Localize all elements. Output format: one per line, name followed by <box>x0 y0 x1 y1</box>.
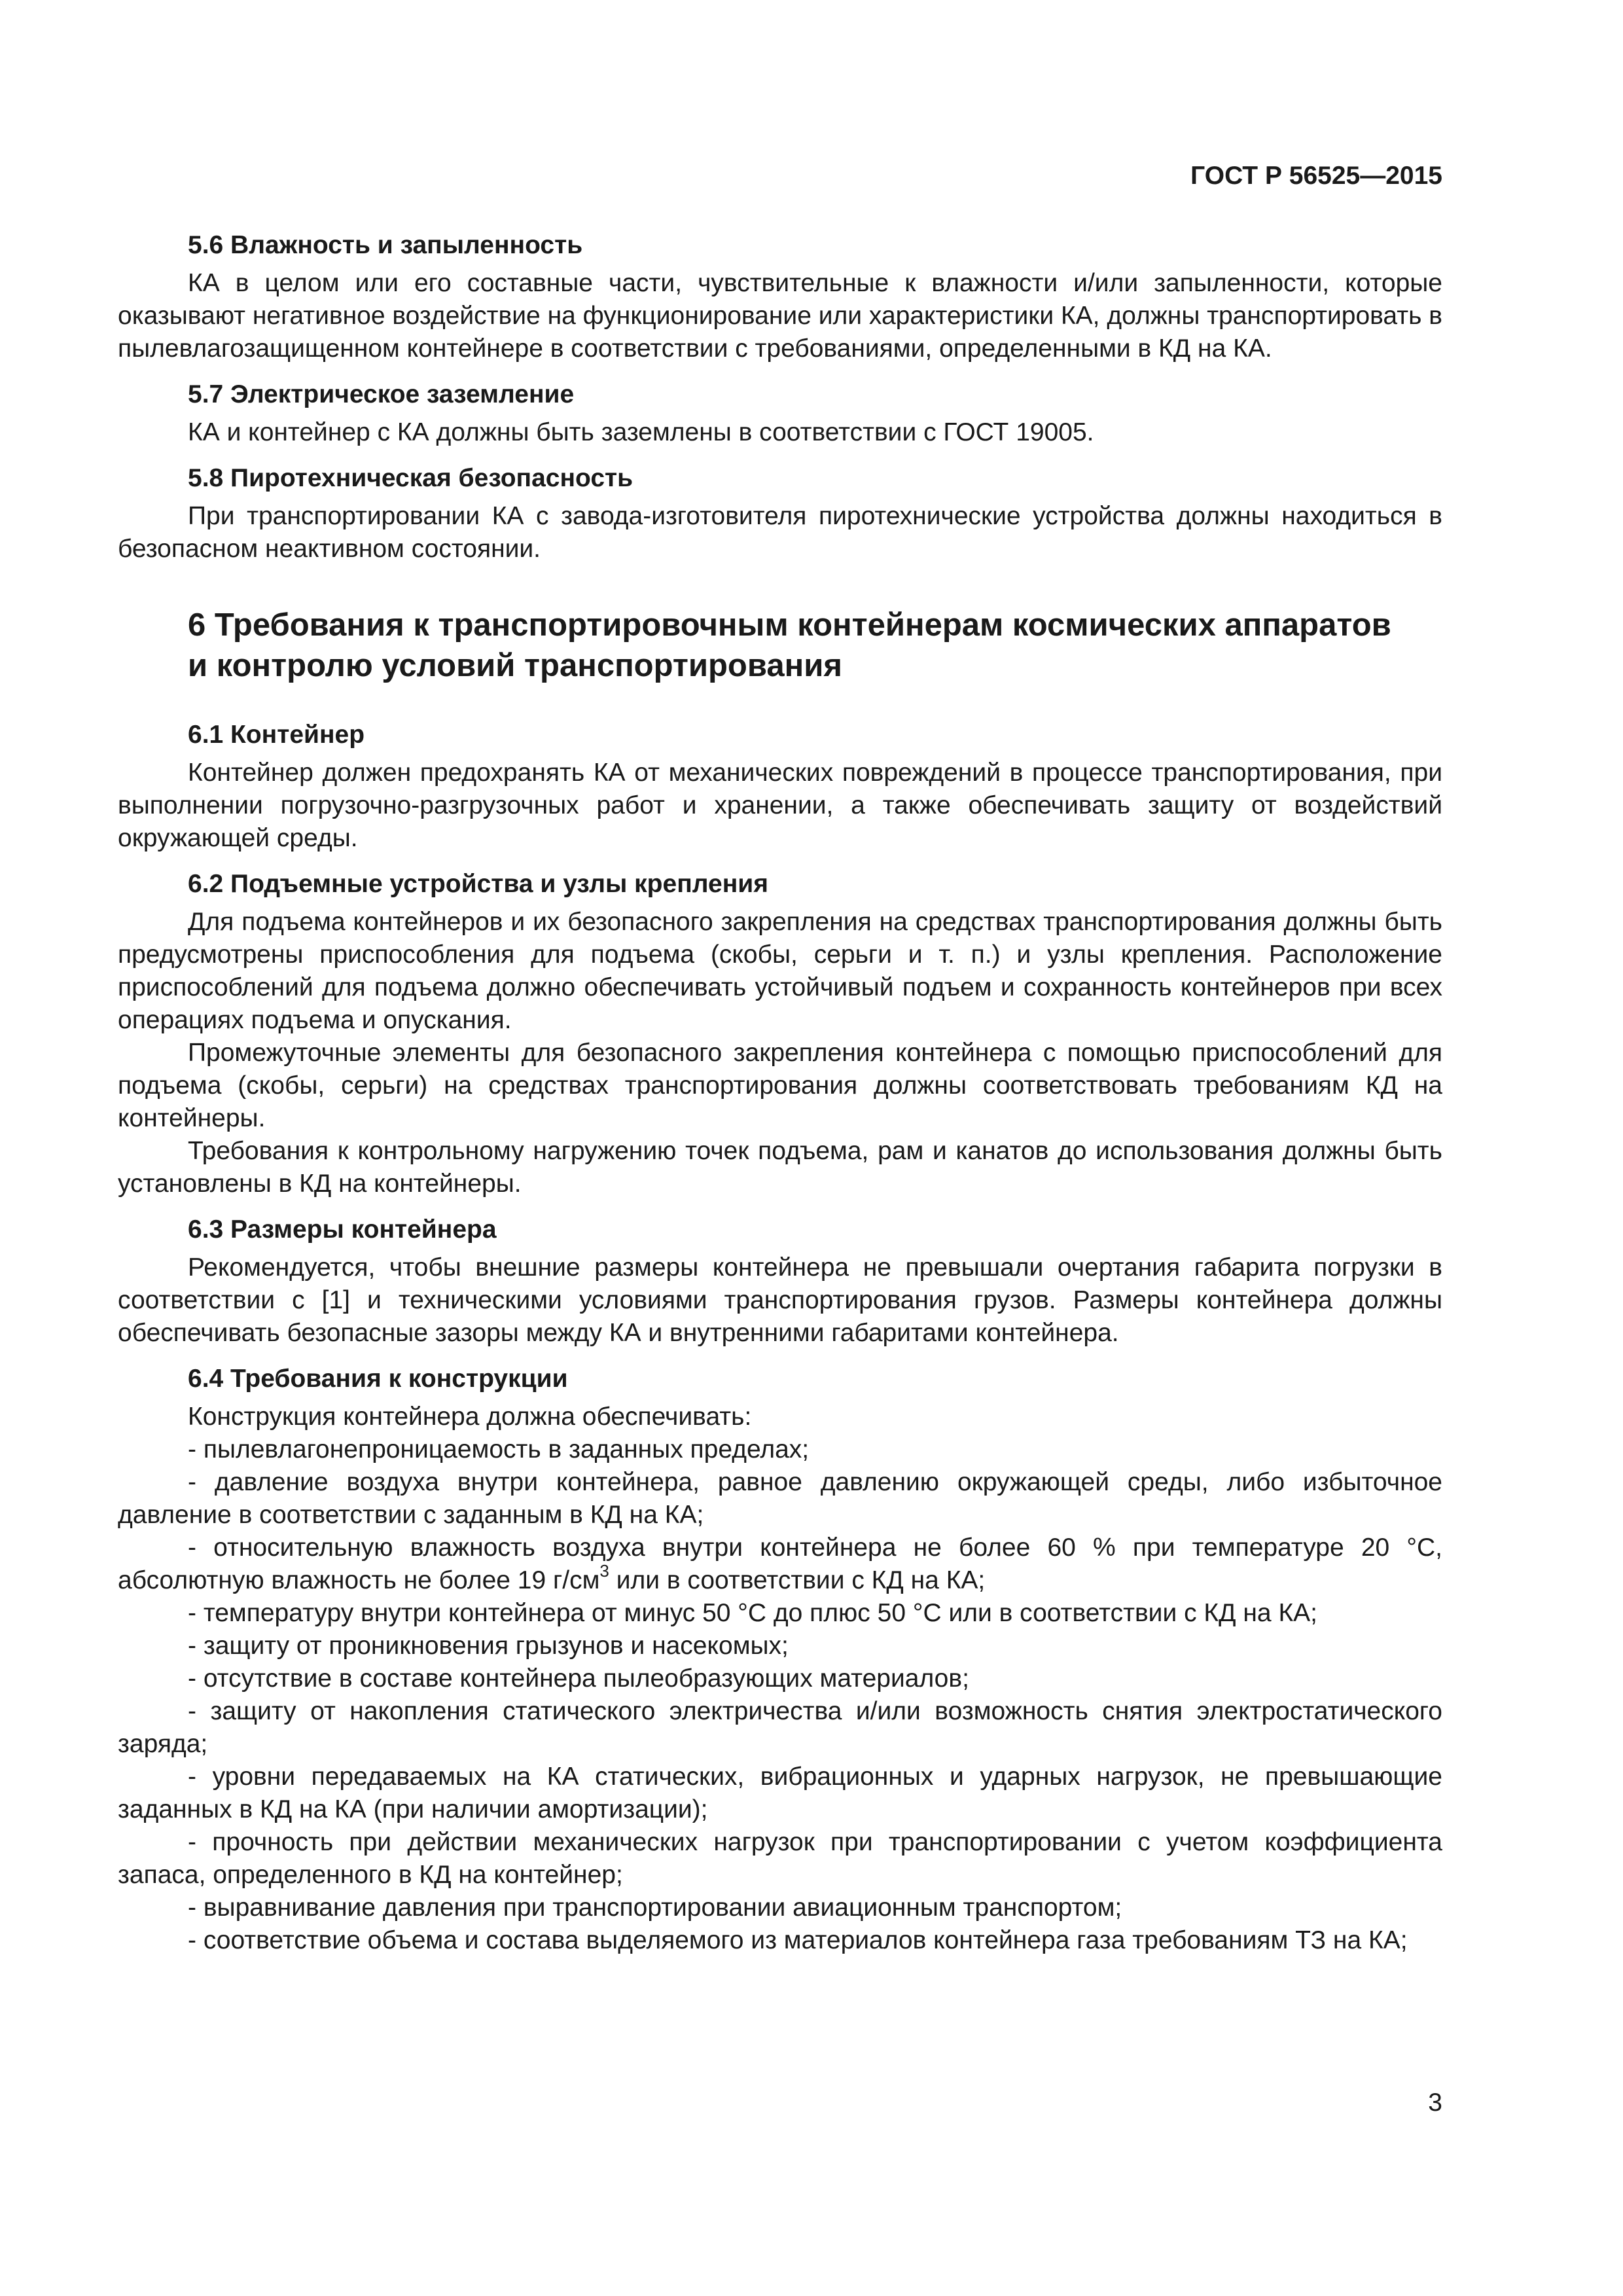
section-5-7 <box>118 378 1442 449</box>
list-item: - давление воздуха внутри контейнера, равное давлению окружающей среды, либо избыточное давление в соответствии с заданным в КД на КА; <box>118 1468 1442 1529</box>
paragraph: Для подъема контейнеров и их безопасного закрепления на средствах транспортирования должны быть предусмотрены приспособления для подъема (скобы, серьги и т. п.) и узлы крепления. Расположение приспособлений для подъема должно обеспечивать устойчивый подъем и сохранность контейнеров при всех операциях подъема и опускания. <box>118 908 1442 1034</box>
chapter-title-line: 6 Требования к транспортировочным контейнерам космических аппаратов <box>188 607 1391 643</box>
document-id: ГОСТ Р 56525—2015 <box>1190 162 1442 190</box>
paragraph: Рекомендуется, чтобы внешние размеры контейнера не превышали очертания габарита погрузки в соответствии с [1] и техническими условиями транспортирования грузов. Размеры контейнера должны обеспечивать безопасные зазоры между КА и внутренними габаритами контейнера. <box>118 1253 1442 1347</box>
paragraph: Промежуточные элементы для безопасного закрепления контейнера с помощью приспособлений для подъема (скобы, серьги) на средствах транспортирования должны соответствовать требованиям КД на контейнеры. <box>118 1039 1442 1132</box>
chapter-title <box>118 605 1442 686</box>
list-item-text: - относительную влажность воздуха внутри контейнера не более 60 % при температуре 20 °С, абсолютную влажность не более 19 г/см <box>118 1534 1442 1594</box>
list-item: - соответствие объема и состава выделяемого из материалов контейнера газа требованиям ТЗ на КА; <box>188 1926 1408 1954</box>
list-item: - температуру внутри контейнера от минус 50 °С до плюс 50 °С или в соответствии с КД на КА; <box>188 1599 1318 1627</box>
paragraph: КА в целом или его составные части, чувствительные к влажности и/или запыленности, которые оказывают негативное воздействие на функционирование или характеристики КА, должны транспортировать в пылевлагозащищенном контейнере в соответствии с требованиями, определенными в КД на КА. <box>118 269 1442 363</box>
superscript: 3 <box>599 1561 609 1581</box>
section-6-2 <box>118 868 1442 1200</box>
paragraph: КА и контейнер с КА должны быть заземлены в соответствии с ГОСТ 19005. <box>188 418 1094 446</box>
page-number: 3 <box>1428 2089 1442 2117</box>
list-item-text: или в соответствии с КД на КА; <box>609 1566 986 1594</box>
section-title: 6.1 Контейнер <box>188 721 365 749</box>
section-title: 5.6 Влажность и запыленность <box>188 231 583 259</box>
list-item: - выравнивание давления при транспортировании авиационным транспортом; <box>188 1893 1122 1922</box>
paragraph: При транспортировании КА с завода-изготовителя пиротехнические устройства должны находиться в безопасном неактивном состоянии. <box>118 502 1442 563</box>
paragraph: Контейнер должен предохранять КА от механических повреждений в процессе транспортирования, при выполнении погрузочно-разгрузочных работ и хранении, а также обеспечивать защиту от воздействий окружающей среды. <box>118 759 1442 852</box>
section-5-6 <box>118 229 1442 365</box>
section-title: 5.7 Электрическое заземление <box>188 380 575 408</box>
section-title: 5.8 Пиротехническая безопасность <box>188 464 633 492</box>
list-item: - прочность при действии механических нагрузок при транспортировании с учетом коэффициента запаса, определенного в КД на контейнер; <box>118 1828 1442 1889</box>
list-item: - защиту от проникновения грызунов и насекомых; <box>188 1632 789 1660</box>
section-6-1 <box>118 719 1442 855</box>
section-6-4 <box>118 1363 1442 1957</box>
document-body <box>118 229 1442 1970</box>
section-title: 6.4 Требования к конструкции <box>188 1365 568 1393</box>
chapter-title-line: и контролю условий транспортирования <box>188 648 842 683</box>
section-5-8 <box>118 462 1442 565</box>
list-item: - защиту от накопления статического электричества и/или возможность снятия электростатического заряда; <box>118 1697 1442 1758</box>
section-title: 6.3 Размеры контейнера <box>188 1215 497 1244</box>
section-title: 6.2 Подъемные устройства и узлы крепления <box>188 870 768 898</box>
section-6-3 <box>118 1213 1442 1350</box>
list-item <box>118 1532 1442 1597</box>
list-item: - отсутствие в составе контейнера пылеобразующих материалов; <box>188 1664 969 1693</box>
paragraph: Конструкция контейнера должна обеспечивать: <box>188 1403 752 1431</box>
list-item: - пылевлагонепроницаемость в заданных пределах; <box>188 1435 810 1463</box>
paragraph: Требования к контрольному нагружению точек подъема, рам и канатов до использования должны быть установлены в КД на контейнеры. <box>118 1137 1442 1198</box>
list-item: - уровни передаваемых на КА статических, вибрационных и ударных нагрузок, не превышающие заданных в КД на КА (при наличии амортизации); <box>118 1763 1442 1823</box>
